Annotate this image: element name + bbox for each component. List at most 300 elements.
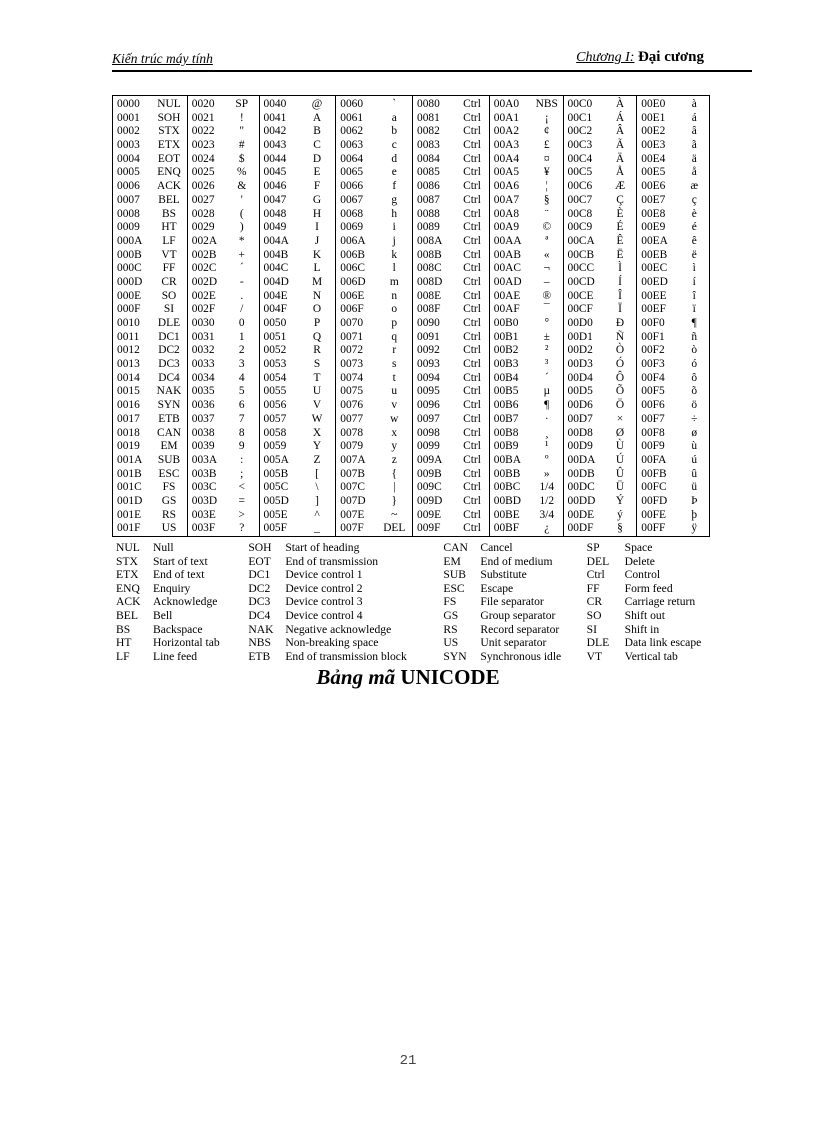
- table-row: [494, 495, 563, 509]
- table-row: [340, 385, 412, 399]
- code-point: 00EB: [641, 248, 668, 261]
- code-point: 0018: [117, 426, 140, 439]
- table-row: [494, 235, 563, 249]
- legend-abbreviation: NUL: [116, 541, 140, 554]
- character: ÿ: [691, 522, 698, 535]
- table-row: [494, 290, 563, 304]
- character: Ctrl: [463, 180, 481, 193]
- code-point: 0026: [191, 180, 215, 193]
- character: 1/2: [539, 494, 555, 507]
- table-row: [568, 522, 637, 536]
- code-point: 001E: [117, 508, 142, 521]
- code-point: 00D0: [567, 317, 593, 329]
- code-point: 0084: [417, 152, 440, 165]
- code-point: 0065: [340, 166, 364, 179]
- character: STX: [158, 125, 180, 138]
- legend-row: [116, 609, 716, 623]
- legend-abbreviation: ESC: [443, 581, 465, 595]
- character: X: [312, 426, 322, 439]
- character: ê: [691, 234, 697, 247]
- legend-entry: [443, 555, 586, 569]
- legend-abbreviation: RS: [443, 622, 458, 636]
- code-point: 006C: [340, 262, 365, 275]
- character: DC4: [158, 371, 180, 384]
- table-row: [417, 344, 489, 358]
- code-point: 0023: [191, 139, 215, 152]
- character: ETB: [158, 412, 180, 425]
- character: à: [691, 98, 697, 110]
- table-row: [117, 385, 187, 399]
- code-point: 00B5: [493, 385, 519, 398]
- code-point: 00DA: [567, 453, 596, 466]
- code-point: 0028: [191, 207, 215, 220]
- legend-abbreviation: BEL: [116, 608, 138, 622]
- table-row: [340, 509, 412, 523]
- table-row: [340, 303, 412, 317]
- table-row: [117, 290, 187, 304]
- table-row: [494, 125, 563, 139]
- legend-abbreviation: NBS: [248, 636, 271, 650]
- character: ×: [616, 412, 624, 425]
- legend-description: Cancel: [480, 541, 513, 554]
- table-row: [417, 413, 489, 427]
- code-point: 00DD: [567, 494, 596, 507]
- table-row: [641, 262, 709, 276]
- code-point: 0052: [263, 344, 287, 357]
- code-point: 0006: [117, 180, 140, 193]
- character: P: [313, 317, 321, 329]
- code-point: 00B8: [493, 426, 519, 439]
- character: Ctrl: [463, 522, 481, 535]
- code-point: 003B: [191, 467, 217, 480]
- code-point: 0002: [117, 125, 140, 138]
- legend-description: End of transmission block: [285, 649, 407, 663]
- table-row: [340, 235, 412, 249]
- character: y: [391, 440, 398, 453]
- legend-entry: [248, 595, 443, 609]
- character: ]: [315, 494, 319, 507]
- table-row: [264, 481, 336, 495]
- character: Í: [618, 275, 622, 288]
- code-point: 00A8: [493, 207, 520, 220]
- table-row: [340, 125, 412, 139]
- table-row: [417, 98, 489, 112]
- header-chapter-number: Chương I:: [576, 50, 635, 65]
- caption-bold: UNICODE: [400, 665, 500, 689]
- character: å: [691, 166, 697, 179]
- character: «: [543, 248, 550, 261]
- code-point: 00ED: [641, 275, 668, 288]
- table-row: [117, 303, 187, 317]
- table-row: [641, 413, 709, 427]
- character: _: [314, 522, 320, 535]
- character: ª: [545, 234, 549, 247]
- code-point: 001F: [117, 522, 141, 535]
- table-row: [494, 194, 563, 208]
- table-row: [641, 454, 709, 468]
- table-row: [117, 235, 187, 249]
- table-row: [568, 290, 637, 304]
- character: -: [239, 275, 244, 288]
- character: .: [240, 289, 244, 302]
- code-point: 006A: [340, 234, 366, 247]
- legend-entry: [587, 582, 716, 596]
- table-row: [192, 495, 259, 509]
- character: f: [392, 180, 397, 193]
- code-point: 0056: [263, 399, 287, 412]
- table-row: [641, 303, 709, 317]
- legend-description: Bell: [153, 608, 173, 622]
- table-row: [568, 454, 637, 468]
- code-point: 0039: [191, 440, 215, 453]
- table-row: [494, 139, 563, 153]
- character: Ctrl: [463, 358, 481, 371]
- table-row: [264, 372, 336, 386]
- code-point: 00C1: [567, 111, 593, 124]
- code-point: 0019: [117, 440, 140, 453]
- code-point: 0075: [340, 385, 364, 398]
- character: µ: [543, 385, 551, 398]
- character: Ctrl: [463, 371, 481, 384]
- table-row: [264, 468, 336, 482]
- legend-entry: [116, 541, 248, 555]
- table-row: [192, 509, 259, 523]
- character: É: [616, 221, 624, 234]
- table-row: [568, 385, 637, 399]
- character: Ã: [615, 139, 625, 152]
- code-point: 00AA: [493, 234, 522, 247]
- table-row: [117, 98, 187, 112]
- code-point: 00FE: [641, 508, 666, 521]
- code-point: 00F4: [641, 371, 665, 384]
- legend-description: Synchronous idle: [480, 649, 562, 663]
- character: ©: [542, 221, 552, 234]
- legend-abbreviation: SP: [586, 541, 600, 554]
- table-caption: [0, 665, 816, 690]
- table-row: [117, 317, 187, 331]
- table-row: [641, 276, 709, 290]
- character: L: [313, 262, 321, 275]
- table-row: [117, 440, 187, 454]
- character: Ô: [615, 371, 625, 384]
- table-row: [417, 303, 489, 317]
- table-row: [192, 112, 259, 126]
- legend-description: Null: [153, 541, 174, 554]
- code-point: 00E6: [641, 180, 666, 193]
- character: Ctrl: [463, 481, 481, 494]
- legend-description: Carriage return: [624, 595, 696, 609]
- character: Ctrl: [463, 467, 481, 480]
- table-row: [568, 139, 637, 153]
- table-row: [117, 112, 187, 126]
- legend-row: [116, 650, 716, 664]
- table-row: [340, 180, 412, 194]
- table-row: [264, 399, 336, 413]
- table-row: [568, 208, 637, 222]
- character: ": [239, 125, 245, 138]
- code-point: 003F: [191, 522, 216, 535]
- code-point: 007C: [340, 481, 365, 494]
- code-point: 00A7: [493, 193, 520, 206]
- table-row: [417, 385, 489, 399]
- table-row: [117, 427, 187, 441]
- legend-abbreviation: STX: [116, 554, 138, 568]
- legend-abbreviation: DC1: [248, 568, 271, 582]
- code-point: 00A1: [493, 111, 520, 124]
- code-point: 0046: [263, 180, 287, 193]
- table-row: [494, 166, 563, 180]
- code-point: 00BE: [493, 508, 520, 521]
- code-point: 009B: [417, 467, 442, 480]
- code-point: 0096: [417, 399, 440, 412]
- legend-row: [116, 595, 716, 609]
- legend-description: File separator: [480, 595, 544, 609]
- character: –: [543, 275, 550, 288]
- table-row: [117, 413, 187, 427]
- character: Ctrl: [463, 344, 481, 357]
- character: ®: [542, 289, 552, 302]
- legend-description: Device control 1: [285, 568, 363, 582]
- code-point: 00D4: [567, 371, 593, 384]
- code-point: 00BF: [493, 522, 520, 535]
- character: ¯: [543, 303, 550, 316]
- table-row: [494, 249, 563, 263]
- character: EOT: [157, 152, 181, 165]
- character: Ú: [615, 453, 625, 466]
- code-point: 004B: [263, 248, 289, 261]
- code-point: 00BD: [493, 494, 521, 507]
- legend-description: Enquiry: [153, 581, 191, 595]
- character: ENQ: [157, 166, 181, 179]
- legend-description: Start of heading: [285, 541, 360, 554]
- character: »: [543, 467, 550, 480]
- character: 0: [238, 317, 245, 329]
- character: [: [315, 467, 319, 480]
- character: {: [391, 467, 397, 480]
- character: Ctrl: [463, 139, 481, 152]
- character: ÷: [691, 412, 698, 425]
- table-row: [641, 98, 709, 112]
- table-row: [340, 153, 412, 167]
- character: Ctrl: [463, 98, 481, 110]
- character: ¡: [544, 111, 549, 124]
- legend-description: Substitute: [480, 568, 527, 582]
- character: 3: [238, 358, 245, 371]
- table-row: [417, 166, 489, 180]
- character: Ø: [615, 426, 625, 439]
- table-row: [494, 509, 563, 523]
- character: è: [691, 207, 697, 220]
- code-point: 00E2: [641, 125, 666, 138]
- code-point: 003D: [191, 494, 218, 507]
- table-row: [192, 153, 259, 167]
- table-row: [494, 468, 563, 482]
- character: 1: [238, 330, 245, 343]
- code-point: 0044: [263, 152, 287, 165]
- code-point: 0032: [191, 344, 215, 357]
- code-point: 00EF: [641, 303, 666, 316]
- code-point: 007B: [340, 467, 365, 480]
- table-row: [340, 208, 412, 222]
- code-point: 0038: [191, 426, 215, 439]
- table-row: [192, 235, 259, 249]
- table-row: [264, 331, 336, 345]
- legend-abbreviation: DLE: [586, 636, 610, 650]
- character: î: [692, 289, 696, 302]
- legend-description: End of transmission: [285, 554, 379, 568]
- code-point: 001A: [117, 453, 143, 466]
- code-point: 005D: [263, 494, 289, 507]
- character: K: [312, 248, 322, 261]
- character: ¦: [545, 180, 548, 193]
- table-row: [117, 454, 187, 468]
- legend-entry: [443, 609, 586, 623]
- code-point: 00D8: [567, 426, 593, 439]
- table-row: [568, 262, 637, 276]
- character: ³: [545, 358, 549, 371]
- table-row: [117, 331, 187, 345]
- legend-description: Shift in: [624, 622, 660, 636]
- character: ¢: [543, 125, 550, 138]
- table-row: [192, 139, 259, 153]
- character: ä: [691, 152, 697, 165]
- table-row: [117, 249, 187, 263]
- code-point: 0053: [263, 358, 287, 371]
- table-row: [264, 249, 336, 263]
- table-row: [264, 317, 336, 331]
- table-row: [494, 454, 563, 468]
- table-row: [264, 208, 336, 222]
- code-point: 004C: [263, 262, 289, 275]
- code-point: 0016: [117, 399, 140, 412]
- code-point: 0008: [117, 207, 140, 220]
- code-point: 00AC: [493, 262, 521, 275]
- legend-description: Group separator: [480, 608, 556, 622]
- legend-description: Backspace: [153, 622, 203, 636]
- character: Õ: [615, 385, 625, 398]
- code-point: 002F: [191, 303, 216, 316]
- table-row: [494, 331, 563, 345]
- code-point: 0003: [117, 139, 140, 152]
- table-row: [568, 427, 637, 441]
- code-point: 00C9: [567, 221, 593, 234]
- code-point: 004D: [263, 275, 289, 288]
- code-point: 0004: [117, 152, 140, 165]
- table-row: [117, 481, 187, 495]
- character: k: [391, 248, 398, 261]
- code-point: 0063: [340, 139, 364, 152]
- table-row: [417, 112, 489, 126]
- code-point: 0080: [417, 98, 440, 110]
- character: J: [314, 234, 320, 247]
- code-point: 00D5: [567, 385, 593, 398]
- table-row: [340, 194, 412, 208]
- table-row: [264, 454, 336, 468]
- legend-entry: [587, 595, 716, 609]
- code-point: 0055: [263, 385, 287, 398]
- legend-abbreviation: DC4: [248, 608, 271, 622]
- legend-entry: [116, 609, 248, 623]
- code-point: 0083: [417, 139, 440, 152]
- table-row: [192, 358, 259, 372]
- table-row: [192, 427, 259, 441]
- character: DC1: [158, 330, 180, 343]
- character: o: [391, 303, 398, 316]
- character: 6: [238, 399, 245, 412]
- code-point: 001D: [117, 494, 143, 507]
- table-row: [568, 468, 637, 482]
- character: \: [315, 481, 319, 494]
- code-point: 00C8: [567, 207, 593, 220]
- table-row: [641, 331, 709, 345]
- code-point: 0082: [417, 125, 440, 138]
- character: c: [391, 139, 397, 152]
- table-row: [494, 344, 563, 358]
- table-row: [494, 208, 563, 222]
- character: DC3: [158, 358, 180, 371]
- code-point: 0035: [191, 385, 215, 398]
- table-column: [489, 96, 563, 536]
- table-row: [340, 427, 412, 441]
- character: Ü: [615, 481, 625, 494]
- abbreviation-legend: [116, 541, 716, 663]
- character: °: [544, 317, 550, 329]
- table-row: [417, 153, 489, 167]
- code-point: 005F: [263, 522, 287, 535]
- table-row: [192, 372, 259, 386]
- character: DEL: [383, 522, 406, 535]
- character: ¬: [543, 262, 550, 275]
- table-row: [264, 153, 336, 167]
- character: SP: [235, 98, 249, 110]
- character: EM: [160, 440, 178, 453]
- legend-description: Horizontal tab: [153, 636, 220, 650]
- table-row: [417, 372, 489, 386]
- code-point: 00FC: [641, 481, 667, 494]
- code-point: 0078: [340, 426, 364, 439]
- code-point: 005A: [263, 453, 289, 466]
- table-row: [417, 317, 489, 331]
- character: ú: [691, 453, 698, 466]
- character: }: [391, 494, 397, 507]
- legend-description: Vertical tab: [624, 649, 678, 663]
- legend-description: Data link escape: [624, 636, 702, 650]
- code-point: 00E1: [641, 111, 666, 124]
- table-column: [335, 96, 412, 536]
- legend-entry: [587, 650, 716, 664]
- table-row: [192, 385, 259, 399]
- table-row: [192, 331, 259, 345]
- code-point: 00F2: [641, 344, 665, 357]
- character: Ctrl: [463, 275, 481, 288]
- character: Ë: [616, 248, 624, 261]
- legend-description: Device control 3: [285, 595, 363, 609]
- character: Ctrl: [463, 426, 481, 439]
- character: DLE: [157, 317, 181, 329]
- code-point: 00E5: [641, 166, 666, 179]
- character: `: [392, 98, 397, 110]
- character: ·: [544, 412, 549, 425]
- character: NBS: [535, 98, 558, 110]
- code-point: 007F: [340, 522, 364, 535]
- header-book-title: Kiến trúc máy tính: [112, 51, 213, 66]
- character: FS: [162, 481, 176, 494]
- code-point: 006B: [340, 248, 365, 261]
- table-row: [264, 303, 336, 317]
- legend-entry: [248, 623, 443, 637]
- table-row: [192, 180, 259, 194]
- legend-abbreviation: US: [443, 636, 459, 650]
